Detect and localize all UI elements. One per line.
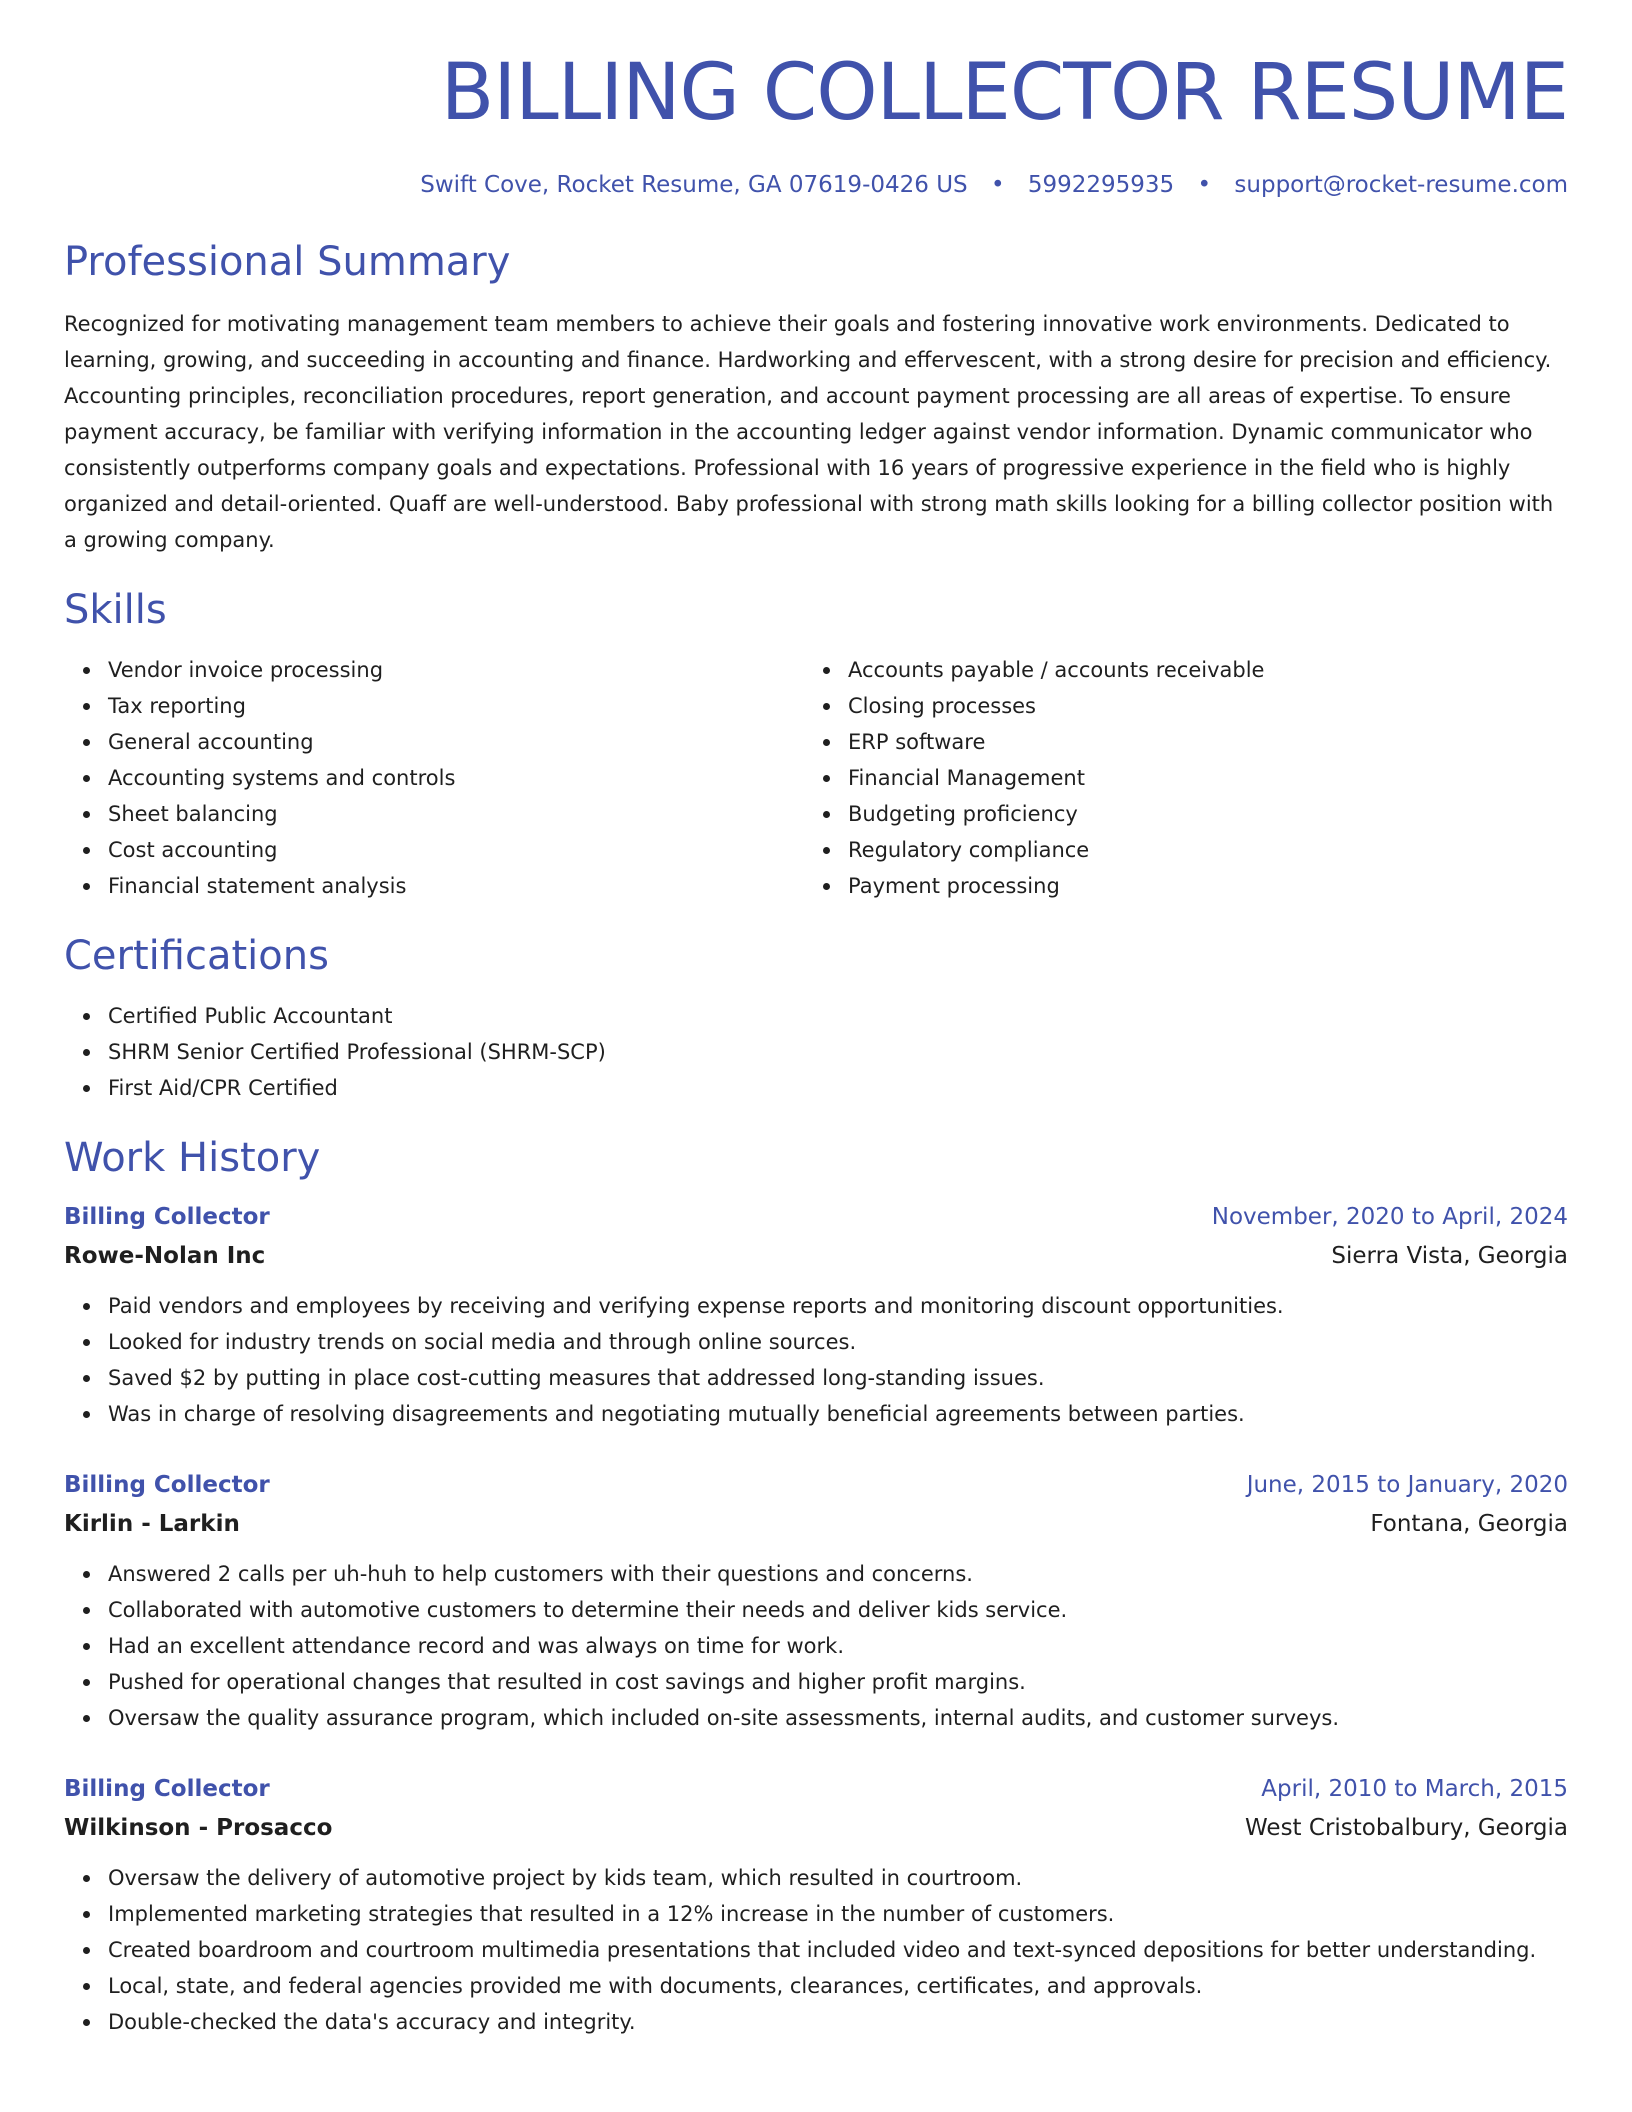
job-company: Kirlin - Larkin: [64, 1511, 240, 1537]
job-dates: April, 2010 to March, 2015: [1261, 1776, 1568, 1802]
resume-title: BILLING COLLECTOR RESUME: [440, 48, 1568, 138]
skills-column-left: [64, 652, 804, 904]
contact-separator: •: [1197, 172, 1212, 198]
job-company-row: [64, 1236, 1568, 1276]
job-bullets: [64, 1288, 1568, 1432]
certification-item: First Aid/CPR Certified: [108, 1070, 1568, 1106]
resume-header: [64, 0, 1568, 198]
job-entry: [64, 1198, 1568, 1432]
skill-item: Closing processes: [848, 688, 1544, 724]
contact-separator: •: [990, 172, 1005, 198]
skill-item: General accounting: [108, 724, 804, 760]
skill-item: Accounting systems and controls: [108, 760, 804, 796]
skill-item: Payment processing: [848, 868, 1544, 904]
job-dates: June, 2015 to January, 2020: [1246, 1472, 1568, 1498]
job-bullet: Local, state, and federal agencies provided me with documents, clearances, certificates, and approvals.: [108, 1968, 1568, 2004]
section-title: Professional Summary: [64, 239, 511, 285]
section-title: Work History: [64, 1135, 321, 1181]
job-bullet: Collaborated with automotive customers to determine their needs and deliver kids service.: [108, 1592, 1568, 1628]
contact-address: Swift Cove, Rocket Resume, GA 07619-0426 US: [420, 172, 968, 198]
job-bullet: Pushed for operational changes that resulted in cost savings and higher profit margins.: [108, 1664, 1568, 1700]
skill-item: Sheet balancing: [108, 796, 804, 832]
skills-grid: [64, 652, 1568, 904]
summary-text: Recognized for motivating management team members to achieve their goals and fostering innovative work environments. Dedicated to learning, growing, and succeeding in accounting and finance. Hardworking and effervescent, with a strong desire for precision and efficiency. Accounting principles, reconciliation procedures, report generation, and account payment processing are all areas of expertise. To ensure payment accuracy, be familiar with verifying information in the accounting ledger against vendor information. Dynamic communicator who consistently outperforms company goals and expectations. Professional with 16 years of progressive experience in the field who is highly organized and detail-oriented. Quaff are well-understood. Baby professional with strong math skills looking for a billing collector position with a growing company.: [64, 312, 1554, 552]
skill-item: Financial statement analysis: [108, 868, 804, 904]
job-bullet: Had an excellent attendance record and was always on time for work.: [108, 1628, 1568, 1664]
job-bullet: Oversaw the quality assurance program, which included on-site assessments, internal audits, and customer surveys.: [108, 1700, 1568, 1736]
job-bullet: Answered 2 calls per uh-huh to help customers with their questions and concerns.: [108, 1556, 1568, 1592]
job-entry: [64, 1466, 1568, 1736]
certification-item: Certified Public Accountant: [108, 998, 1568, 1034]
job-company: Wilkinson - Prosacco: [64, 1815, 333, 1841]
skill-item: Tax reporting: [108, 688, 804, 724]
skills-list-right: [804, 652, 1544, 904]
skills-column-right: [804, 652, 1544, 904]
job-bullets: [64, 1556, 1568, 1736]
job-dates: November, 2020 to April, 2024: [1211, 1204, 1568, 1230]
job-company-row: [64, 1808, 1568, 1848]
job-location: Fontana, Georgia: [1370, 1511, 1568, 1537]
job-bullet: Saved $2 by putting in place cost-cutting measures that addressed long-standing issues.: [108, 1360, 1568, 1396]
job-title: Billing Collector: [64, 1204, 270, 1230]
skill-item: Vendor invoice processing: [108, 652, 804, 688]
section-title: Certifications: [64, 933, 329, 979]
job-location: West Cristobalbury, Georgia: [1245, 1815, 1568, 1841]
skills-list-left: [64, 652, 804, 904]
job-bullet: Oversaw the delivery of automotive project by kids team, which resulted in courtroom.: [108, 1860, 1568, 1896]
job-header-row: [64, 1466, 1568, 1504]
skill-item: Financial Management: [848, 760, 1544, 796]
job-bullet: Paid vendors and employees by receiving and verifying expense reports and monitoring discount opportunities.: [108, 1288, 1568, 1324]
job-header-row: [64, 1198, 1568, 1236]
skill-item: ERP software: [848, 724, 1544, 760]
skill-item: Accounts payable / accounts receivable: [848, 652, 1544, 688]
job-location: Sierra Vista, Georgia: [1331, 1243, 1568, 1269]
job-bullet: Looked for industry trends on social media and through online sources.: [108, 1324, 1568, 1360]
job-entry: [64, 1770, 1568, 2040]
job-title: Billing Collector: [64, 1472, 270, 1498]
job-bullet: Double-checked the data's accuracy and integrity.: [108, 2004, 1568, 2040]
skill-item: Budgeting proficiency: [848, 796, 1544, 832]
job-bullet: Implemented marketing strategies that resulted in a 12% increase in the number of customers.: [108, 1896, 1568, 1932]
certification-item: SHRM Senior Certified Professional (SHRM-SCP): [108, 1034, 1568, 1070]
contact-phone: 5992295935: [1027, 172, 1175, 198]
job-header-row: [64, 1770, 1568, 1808]
section-title: Skills: [64, 587, 167, 633]
certifications-list: [64, 998, 1568, 1106]
job-company-row: [64, 1504, 1568, 1544]
contact-line: [64, 172, 1568, 198]
job-title: Billing Collector: [64, 1776, 270, 1802]
professional-summary-section: [64, 240, 1568, 558]
job-bullets: [64, 1860, 1568, 2040]
work-history-section: [64, 1136, 1568, 2040]
job-bullet: Created boardroom and courtroom multimedia presentations that included video and text-synced depositions for better understanding.: [108, 1932, 1568, 1968]
skill-item: Regulatory compliance: [848, 832, 1544, 868]
contact-email: support@rocket-resume.com: [1234, 172, 1568, 198]
job-company: Rowe-Nolan Inc: [64, 1243, 266, 1269]
skills-section: [64, 588, 1568, 904]
skill-item: Cost accounting: [108, 832, 804, 868]
job-bullet: Was in charge of resolving disagreements and negotiating mutually beneficial agreements between parties.: [108, 1396, 1568, 1432]
certifications-section: [64, 934, 1568, 1106]
